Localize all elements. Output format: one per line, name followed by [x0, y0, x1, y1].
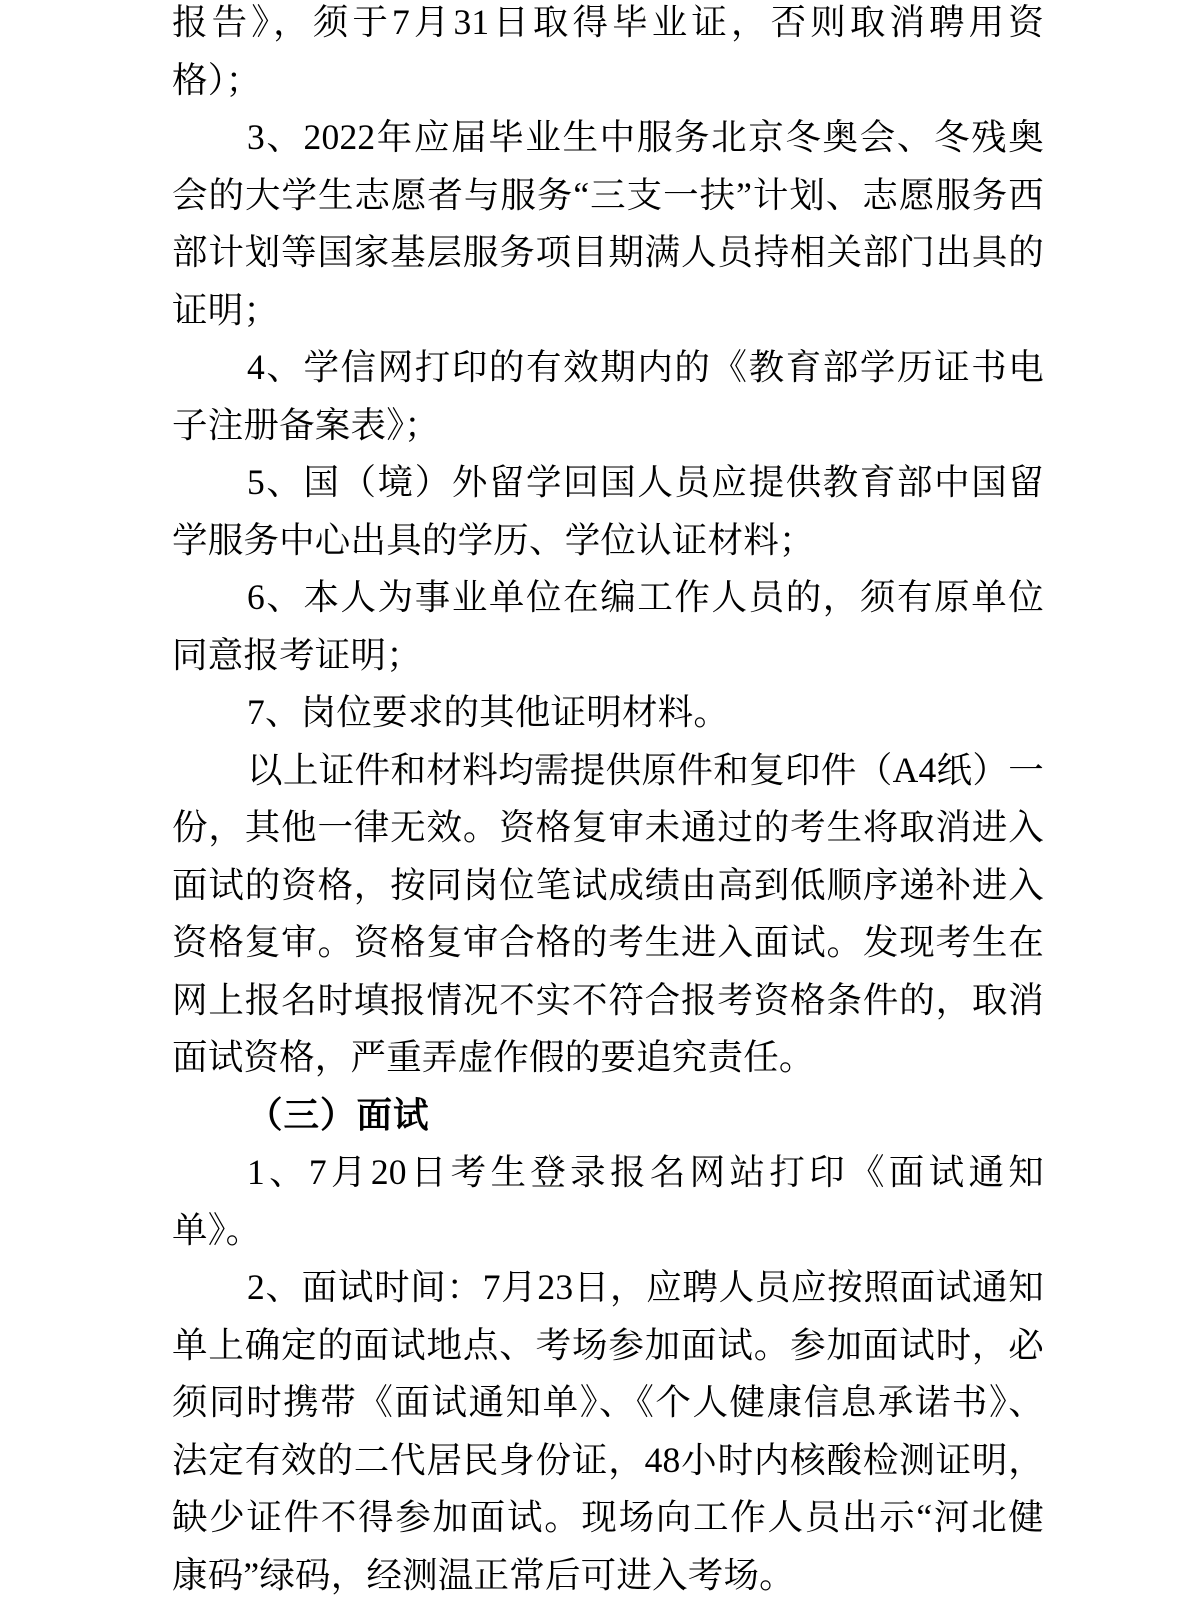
paragraph-item-4: 4、学信网打印的有效期内的《教育部学历证书电子注册备案表》；	[172, 347, 1044, 445]
paragraph-continuation: 报告》，须于7月31日取得毕业证，否则取消聘用资格）；	[172, 2, 1044, 100]
section-heading-interview: （三）面试	[247, 1094, 430, 1135]
paragraph-item-5: 5、国（境）外留学回国人员应提供教育部中国留学服务中心出具的学历、学位认证材料；	[172, 462, 1044, 560]
paragraph-item-3: 3、2022年应届毕业生中服务北京冬奥会、冬残奥会的大学生志愿者与服务“三支一扶”计划、志愿服务西部计划等国家基层服务项目期满人员持相关部门出具的证明；	[172, 117, 1044, 330]
paragraph-interview-1: 1、7月20日考生登录报名网站打印《面试通知单》。	[172, 1152, 1044, 1250]
paragraph-summary: 以上证件和材料均需提供原件和复印件（A4纸）一份，其他一律无效。资格复审未通过的考生将取消进入面试的资格，按同岗位笔试成绩由高到低顺序递补进入资格复审。资格复审合格的考生进入面试。发现考生在网上报名时填报情况不实不符合报考资格条件的，取消面试资格，严重弄虚作假的要追究责任。	[172, 749, 1044, 1077]
paragraph-item-6: 6、本人为事业单位在编工作人员的，须有原单位同意报考证明；	[172, 577, 1044, 675]
paragraph-interview-2: 2、面试时间：7月23日，应聘人员应按照面试通知单上确定的面试地点、考场参加面试。参加面试时，必须同时携带《面试通知单》、《个人健康信息承诺书》、法定有效的二代居民身份证，48小时内核酸检测证明，缺少证件不得参加面试。现场向工作人员出示“河北健康码”绿码，经测温正常后可进入考场。	[172, 1267, 1044, 1595]
paragraph-item-7: 7、岗位要求的其他证明材料。	[247, 692, 730, 732]
